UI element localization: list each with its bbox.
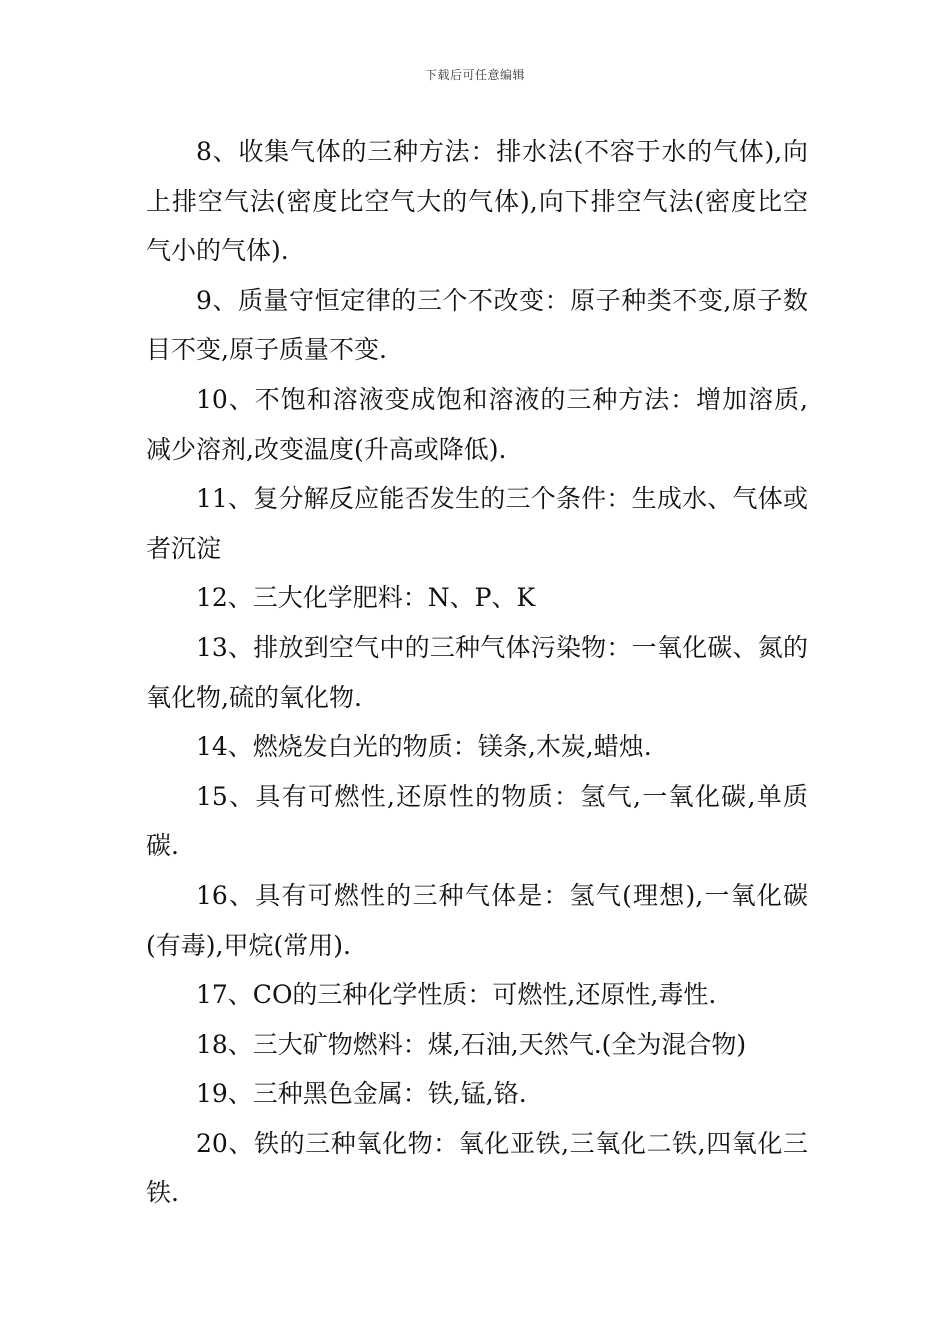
paragraph-item-15: 15、具有可燃性,还原性的物质：氢气,一氧化碳,单质碳. [146,781,808,861]
paragraph-item-20: 20、铁的三种氧化物：氧化亚铁,三氧化二铁,四氧化三铁. [146,1128,808,1208]
paragraph-item-17: 17、CO的三种化学性质：可燃性,还原性,毒性. [196,980,717,1010]
paragraph-item-14: 14、燃烧发白光的物质：镁条,木炭,蜡烛. [196,732,652,762]
page-header-note: 下载后可任意编辑 [424,68,525,82]
paragraph-item-19: 19、三种黑色金属：铁,锰,铬. [196,1079,527,1109]
paragraph-item-8: 8、收集气体的三种方法：排水法(不容于水的气体),向上排空气法(密度比空气大的气体),向下排空气法(密度比空气小的气体). [146,137,808,266]
paragraph-item-10: 10、不饱和溶液变成饱和溶液的三种方法：增加溶质,减少溶剂,改变温度(升高或降低). [146,384,808,464]
document-body [146,127,808,1218]
paragraph-item-11: 11、复分解反应能否发生的三个条件：生成水、气体或者沉淀 [146,484,808,563]
paragraph-item-18: 18、三大矿物燃料：煤,石油,天然气.(全为混合物) [196,1029,747,1059]
paragraph-item-13: 13、排放到空气中的三种气体污染物：一氧化碳、氮的氧化物,硫的氧化物. [146,632,808,712]
paragraph-item-12: 12、三大化学肥料：N、P、K [196,583,536,613]
paragraph-item-16: 16、具有可燃性的三种气体是：氢气(理想),一氧化碳(有毒),甲烷(常用). [146,880,808,960]
paragraph-item-9: 9、质量守恒定律的三个不改变：原子种类不变,原子数目不变,原子质量不变. [146,285,808,365]
